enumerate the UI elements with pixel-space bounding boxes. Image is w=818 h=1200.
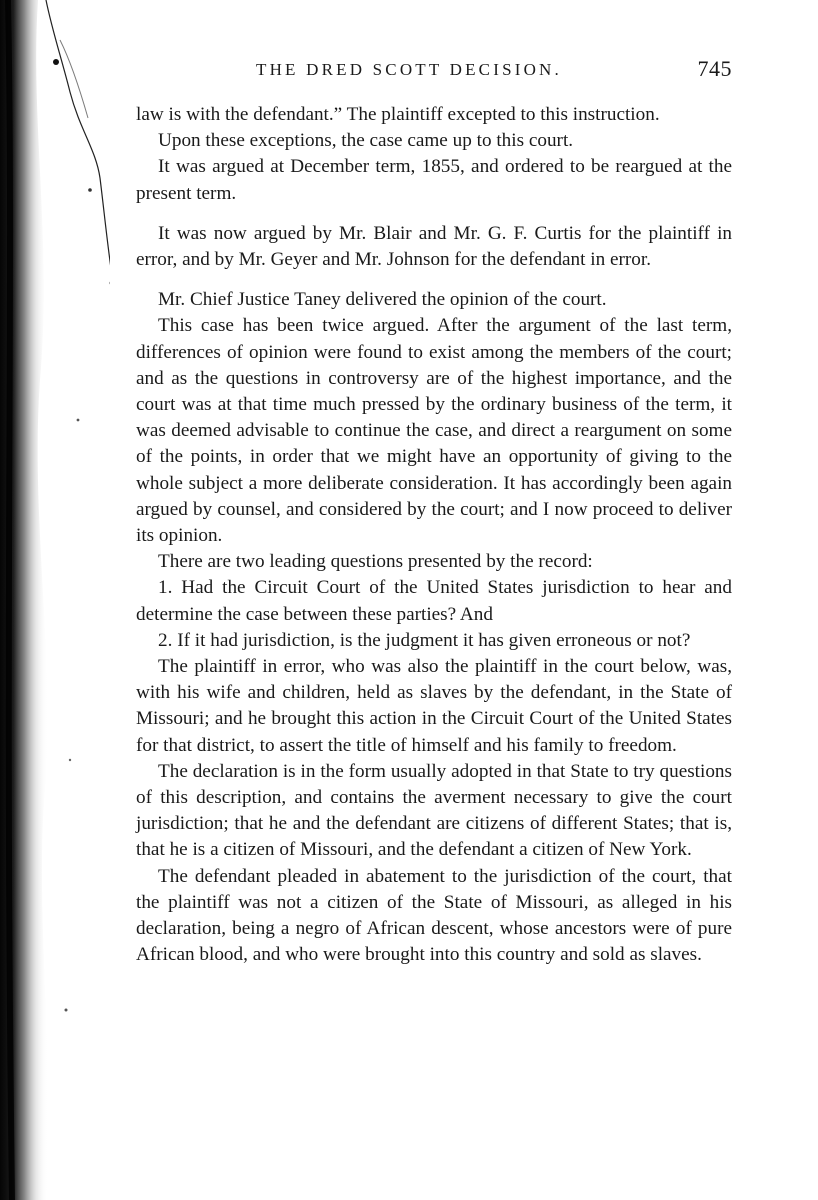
paragraph-twice-argued: This case has been twice argued. After the argument of the last term, differences of opinion were found to exist among the members of the court; and as the questions in controversy are of the highest importance, and the court was at that time much pressed by the ordinary business of the term, it was deemed advisable to continue the case, and direct a reargument on some of the points, in order that we might have an opportunity of giving to the whole subject a more deliberate consideration. It has accordingly been again argued by counsel, and considered by the court; and I now proceed to deliver its opinion. — [136, 315, 732, 547]
paragraph-plea-abatement: The defendant pleaded in abatement to the jurisdiction of the court, that the plaintiff was not a citizen of the State of Missouri, as alleged in his declaration, being a negro of African descent, whose ancestors were of pure African blood, and who were brought into this country and sold as slaves. — [136, 865, 732, 966]
paragraph-question-two: 2. If it had jurisdiction, is the judgment it has given erroneous or not? — [158, 629, 691, 651]
paragraph-reargument-order: It was argued at December term, 1855, and ordered to be reargued at the present term. — [136, 156, 732, 204]
page-body — [136, 102, 732, 969]
page-header — [136, 58, 734, 88]
paragraph-plaintiff: The plaintiff in error, who was also the plaintiff in the court below, was, with his wife and children, held as slaves by the defendant, in the State of Missouri; and he brought this action in the Circuit Court of the United States for that district, to assert the title of himself and his family to freedom. — [136, 656, 732, 756]
paragraph-counsel: It was now argued by Mr. Blair and Mr. G. F. Curtis for the plaintiff in error, and by Mr. Geyer and Mr. Johnson for the defendant in error. — [136, 222, 732, 271]
paragraph-declaration: The declaration is in the form usually adopted in that State to try questions of this description, and contains the averment necessary to give the court jurisdiction; that he and the defendant are citizens of different States; that is, that he is a citizen of Missouri, and the defendant a citizen of New York. — [136, 760, 732, 861]
binding-shadow — [0, 0, 110, 1200]
paragraph-leading-questions: There are two leading questions presented by the record: — [158, 551, 593, 573]
paragraph-opinion-delivered: Mr. Chief Justice Taney delivered the opinion of the court. — [158, 289, 607, 311]
paragraph-question-one: 1. Had the Circuit Court of the United States jurisdiction to hear and determine the case between these parties? And — [136, 577, 732, 625]
paragraph-exceptions: Upon these exceptions, the case came up to this court. — [158, 130, 574, 152]
page-number: 745 — [697, 56, 732, 81]
paragraph-jury-instruction: law is with the defendant.” The plaintiff excepted to this instruction. — [136, 104, 660, 125]
running-title: THE DRED SCOTT DECISION. — [256, 60, 562, 79]
